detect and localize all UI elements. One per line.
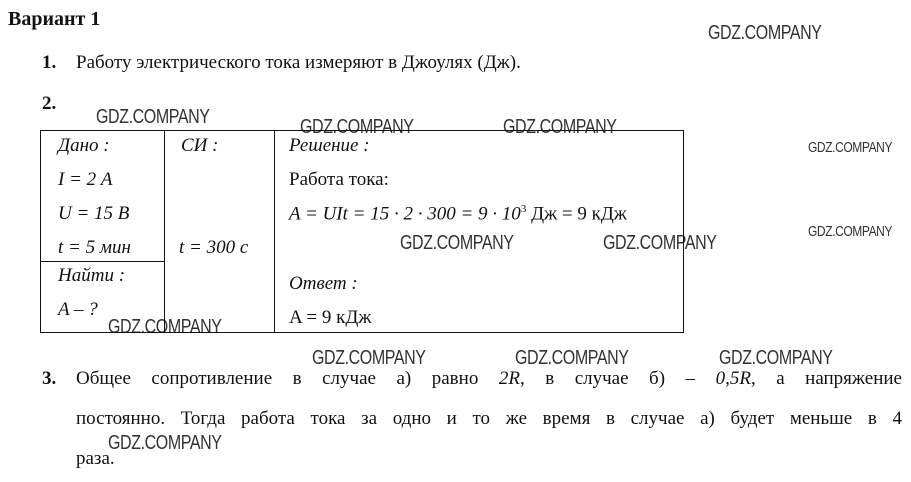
watermark: GDZ.COMPANY bbox=[503, 116, 617, 138]
table-divider bbox=[164, 131, 165, 332]
given-time: t = 5 мин bbox=[58, 237, 131, 258]
solution-formula: A = UIt = $15 \cdot 2 \cdot 300 = 9 \cdot 10^3$ Дж = 9 кДж bbox=[289, 203, 627, 225]
table-divider bbox=[274, 131, 275, 332]
watermark: GDZ.COMPANY bbox=[708, 22, 822, 44]
solution-table bbox=[40, 130, 684, 333]
watermark: GDZ.COMPANY bbox=[400, 232, 514, 254]
given-current: I = 2 А bbox=[58, 169, 113, 190]
find-header: Найти : bbox=[58, 265, 126, 286]
solution-header: Решение : bbox=[289, 135, 370, 156]
table-divider bbox=[41, 261, 165, 262]
watermark: GDZ.COMPANY bbox=[96, 106, 210, 128]
given-header: Дано : bbox=[58, 135, 110, 156]
task-3-number: 3. bbox=[42, 368, 57, 389]
watermark: GDZ.COMPANY bbox=[312, 347, 426, 369]
task-2-number: 2. bbox=[42, 93, 57, 114]
task-3-line-1: Общее сопротивление в случае а) равно 2R, в случае б) – 0,5R, а напряжение bbox=[76, 368, 902, 389]
solution-line: Работа тока: bbox=[289, 169, 389, 190]
find-unknown: A – ? bbox=[58, 299, 98, 320]
answer-header: Ответ : bbox=[289, 273, 358, 294]
given-voltage: U = 15 В bbox=[58, 203, 130, 224]
watermark: GDZ.COMPANY bbox=[108, 316, 222, 338]
variant-title: Вариант 1 bbox=[8, 8, 101, 30]
si-header: СИ : bbox=[181, 135, 219, 156]
watermark: GDZ.COMPANY bbox=[515, 347, 629, 369]
task-3-line-3: раза. bbox=[76, 448, 115, 469]
watermark: GDZ.COMPANY bbox=[808, 223, 893, 240]
watermark: GDZ.COMPANY bbox=[300, 116, 414, 138]
task-1-text: Работу электрического тока измеряют в Джоулях (Дж). bbox=[76, 52, 521, 73]
si-time: t = 300 с bbox=[179, 237, 249, 258]
watermark: GDZ.COMPANY bbox=[808, 139, 893, 156]
task-1-number: 1. bbox=[42, 52, 57, 73]
watermark: GDZ.COMPANY bbox=[719, 347, 833, 369]
answer-value: A = 9 кДж bbox=[289, 307, 372, 328]
watermark: GDZ.COMPANY bbox=[603, 232, 717, 254]
task-3-line-2: постоянно. Тогда работа тока за одно и то же время в случае а) будет меньше в 4 bbox=[76, 408, 902, 429]
watermark: GDZ.COMPANY bbox=[108, 432, 222, 454]
